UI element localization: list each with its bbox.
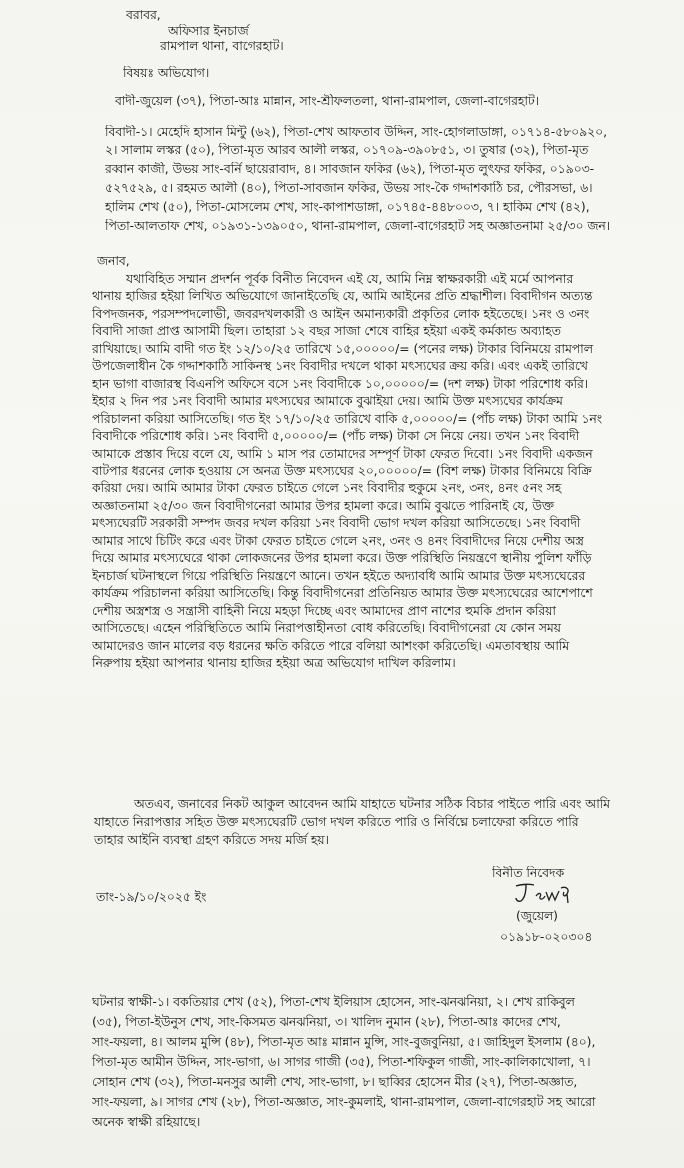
accused-line: ৫২৭৫২৯, ৫। রহমত আলী (৪০), পিতা-সাবজান ফকির, উভয় সাং-কৈ গদ্দাশকাঠি চর, পৌরসভা, ৬। xyxy=(105,181,593,195)
body-line: রাখিয়াছে। আমি বাদী গত ইং ১২/১০/২৫ তারিখে ১৫,০০০০০/= (পনের লক্ষ) টাকার বিনিময়ে রামপাল xyxy=(92,341,593,356)
address-to: বরাবর, xyxy=(126,8,161,22)
body-line: আমাকে প্রস্তাব দিয়ে বলে যে, আমি ১ মাস পর তোমাদের সম্পূর্ণ টাকা ফেরত দিবো। ১নং বিবাদী একজন xyxy=(92,446,593,461)
closing-line: অতএব, জনাবের নিকট আকুল আবেদন আমি যাহাতে ঘটনার সঠিক বিচার পাইতে পারি এবং আমি xyxy=(134,797,610,811)
body-line: থানায় হাজির হইয়া লিখিত অভিযোগে জানাইতেছি যে, আমি আইনের প্রতি শ্রদ্ধাশীল। বিবাদীগন অত্যন্ত xyxy=(92,289,593,304)
witness-line: অনেক স্বাক্ষী রহিয়াছে। xyxy=(92,1115,201,1129)
body-line: ইনচার্জ ঘটনাস্থলে গিয়ে পরিস্থিতি নিয়ন্ত্রণে আনে। তখন হইতে অদ্যাবধি আমি আমার উক্ত মৎস্যঘেরের xyxy=(92,568,586,583)
accused-line: হালিম শেখ (৫০), পিতা-মোসলেম শেখ, সাং-কাপাশডাঙ্গা, ০১৭৪৫-৪৪৮০০৩, ৭। হাকিম শেখ (৪২), xyxy=(105,200,590,214)
body-line: হান ভাগা বাজারস্থ বিএনপি অফিসে বসে ১নং বিবাদীকে ১০,০০০০০/= (দশ লক্ষ) টাকা পরিশোধ করি। xyxy=(92,376,589,391)
closing-line: যাহাতে নিরাপত্তার সহিত উক্ত মৎস্যঘেরটি ভোগ দখল করিতে পারি ও নির্বিঘ্নে চলাফেরা করিতে পারি xyxy=(94,815,579,829)
accused-line: রব্বান কাজী, উভয় সাং-বর্নি ছায়েরাবাদ, ৪। সাবজান ফকির (৬২), পিতা-মৃত লুৎফর ফকির, ০১৯০৩- xyxy=(105,162,595,176)
salutation: জনাব, xyxy=(97,254,130,268)
body-line: অজ্ঞাতনামা ২৫/৩০ জন বিবাদীগনেরা আমার উপর হামলা করে। আমি বুঝতে পারিনাই যে, উক্ত xyxy=(92,498,554,513)
closing-paragraph xyxy=(94,795,682,849)
recipient-station: রামপাল থানা, বাগেরহাট। xyxy=(160,39,284,53)
witness-line: ঘটনার স্বাক্ষী-১। বকতিয়ার শেখ (৫২), পিতা-শেখ ইলিয়াস হোসেন, সাং-ঝনঝনিয়া, ২। শেখ রাকিবুল xyxy=(92,995,575,1009)
body-line: বিবাদী সাজা প্রাপ্ত আসামী ছিল। তাহারা ১২ বছর সাজা শেষে বাহির হইয়া একই কর্মকান্ড অব্যাহত xyxy=(92,324,561,339)
body-line: পরিচালনা করিয়া আসিতেছি। গত ইং ১৭/১০/২৫ তারিখে বাকি ৫,০০০০০/= (পাঁচ লক্ষ) টাকা আমি ১নং xyxy=(92,411,603,426)
witness-line: সাং-ফয়লা, ৪। আলম মুন্সি (৪৮), পিতা-মৃত আঃ মান্নান মুন্সি, সাং-বুজবুনিয়া, ৫। জাহিদুল ইসলাম (৪০), xyxy=(92,1035,596,1049)
witness-line: সাং-ফয়লা, ৯। সাগর শেখ (২৮), পিতা-অজ্ঞাত, সাং-কুমলাই, থানা-রামপাল, জেলা-বাগেরহাট সহ আরো xyxy=(92,1095,596,1109)
witness-block xyxy=(92,992,682,1132)
witness-line: সোহান শেখ (৩২), পিতা-মনসুর আলী শেখ, সাং-ভাগা, ৮। ছাব্বির হোসেন মীর (২৭), পিতা-অজ্ঞাত, xyxy=(92,1075,578,1089)
accused-line: ২। সালাম লস্কর (৫০), পিতা-মৃত আরব আলী লস্কর, ০১৭০৯-৩৯০৮৫১, ৩। তুষার (৩২), পিতা-মৃত xyxy=(105,143,589,157)
letter-date: তাং-১৯/১০/২০২৫ ইং xyxy=(96,890,207,904)
subject-line: বিষয়ঃ অভিযোগ। xyxy=(123,66,210,80)
witness-line: (৩৫), পিতা-ইউনুস শেখ, সাং-কিসমত ঝনঝনিয়া, ৩। খালিদ নুমান (২৮), পিতা-আঃ কাদের শেখ, xyxy=(92,1015,561,1029)
body-line: আসিতেছে। এহেন পরিস্থিতিতে আমি নিরাপত্তাহীনতা বোধ করিতেছি। বিবাদীগনেরা যে কোন সময় xyxy=(92,621,561,636)
closing-line: তাহার আইনি ব্যবস্থা গ্রহণ করিতে সদয় মর্জি হয়। xyxy=(94,833,329,847)
body-line: মৎস্যঘেরটি সরকারী সম্পদ জবর দখল করিয়া ১নং বিবাদী ভোগ দখল করিয়া আসিতেছে। ১নং বিবাদী xyxy=(92,516,581,531)
body-paragraph xyxy=(92,271,682,672)
recipient-title: অফিসার ইনচার্জ xyxy=(168,24,249,38)
body-line: আমার সাথে চিটিং করে এবং টাকা ফেরত চাইতে গেলে ২নং, ৩নং ও ৪নং বিবাদীদের নিয়ে দেশীয় অস্ত্র xyxy=(92,533,584,548)
body-line: বাটপার ধরনের লোক হওয়ায় সে অনত্র উক্ত মৎস্যঘের ২০,০০০০০/= (বিশ লক্ষ) টাকার বিনিময়ে বিক্রি xyxy=(92,463,592,478)
accused-line: পিতা-আলতাফ শেখ, ০১৯৩১-১৩৯০৫০, থানা-রামপাল, জেলা-বাগেরহাট সহ অজ্ঞাতনামা ২৫/৩০ জন। xyxy=(105,219,611,233)
body-line: করিয়া দেয়। আমি আমার টাকা ফেরত চাইতে গেলে ১নং বিবাদীর হুকুমে ২নং, ৩নং, ৪নং ৫নং সহ xyxy=(92,481,562,496)
complainant-line: বাদী-জুয়েল (৩৭), পিতা-আঃ মান্নান, সাং-শ্রীফলতলা, থানা-রামপাল, জেলা-বাগেরহাট। xyxy=(115,94,540,108)
body-line: ইহার ২ দিন পর ১নং বিবাদী আমার মৎস্যঘের আমাকে বুঝাইয়া দেয়। আমি উক্ত মৎস্যঘের কার্যক্রম xyxy=(92,394,563,409)
signature-phone: ০১৯১৮-০২০৩০৪ xyxy=(500,930,593,944)
body-line: দেশীয় অস্ত্রশস্ত্র ও সন্ত্রাসী বাহিনী নিয়ে মহড়া দিচ্ছে এবং আমাদের প্রাণ নাশের হুমকি প্রদান করিয়া xyxy=(92,603,556,618)
witness-line: পিতা-মৃত আমীন উদ্দিন, সাং-ভাগা, ৬। সাগর গাজী (৩৫), পিতা-শফিকুল গাজী, সাং-কালিকাখোলা, ৭। xyxy=(92,1055,591,1069)
body-line: উপজেলাধীন কৈ গদ্দাশকাঠি সাকিনস্থ ১নং বিবাদীর দখলে থাকা মৎস্যঘের ক্রয় করি। এবং একই তারিখে xyxy=(92,359,588,374)
body-line: বিপদজনক, পরসম্পদলোভী, জবরদখলকারী ও আইন অমান্যকারী প্রকৃতির লোক হইতেছে। ১নং ও ৩নং xyxy=(92,306,590,321)
signature-closing: বিনীত নিবেদক xyxy=(492,866,565,880)
body-line: যথাবিহিত সম্মান প্রদর্শন পূর্বক বিনীত নিবেদন এই যে, আমি নিম্ন স্বাক্ষরকারী এই মর্মে আপনার xyxy=(126,272,574,286)
body-line: আমাদেরও জান মালের বড় ধরনের ক্ষতি করিতে পারে বলিয়া আশংকা করিতেছি। এমতাবস্থায় আমি xyxy=(92,638,570,653)
body-line: কার্যক্রম পরিচালনা করিয়া আসিতেছি। কিন্তু বিবাদীগনেরা প্রতিনিয়ত আমার উক্ত মৎস্যঘেরের আশেপাশে xyxy=(92,586,593,601)
signature-name: (জুয়েল) xyxy=(516,909,558,923)
body-line: নিরুপায় হইয়া আপনার থানায় হাজির হইয়া অত্র অভিযোগ দাখিল করিলাম। xyxy=(92,655,456,670)
accused-line: বিবাদী-১। মেহেদি হাসান মিন্টু (৬২), পিতা-শেখ আফতাব উদ্দিন, সাং-হোগলাডাঙ্গা, ০১৭১৪-৫৮০৯২০, xyxy=(105,125,608,139)
body-line: বিবাদীকে পরিশোধ করি। ১নং বিবাদী ৫,০০০০০/= (পাঁচ লক্ষ) টাকা সে নিয়ে নেয়। তখন ১নং বিবাদী xyxy=(92,429,580,444)
body-line: দিয়ে আমার মৎস্যঘেরে থাকা লোকজনের উপর হামলা করে। উক্ত পরিস্থিতি নিয়ন্ত্রণে স্থানীয় পুলিশ ফাঁড়ি xyxy=(92,551,592,566)
